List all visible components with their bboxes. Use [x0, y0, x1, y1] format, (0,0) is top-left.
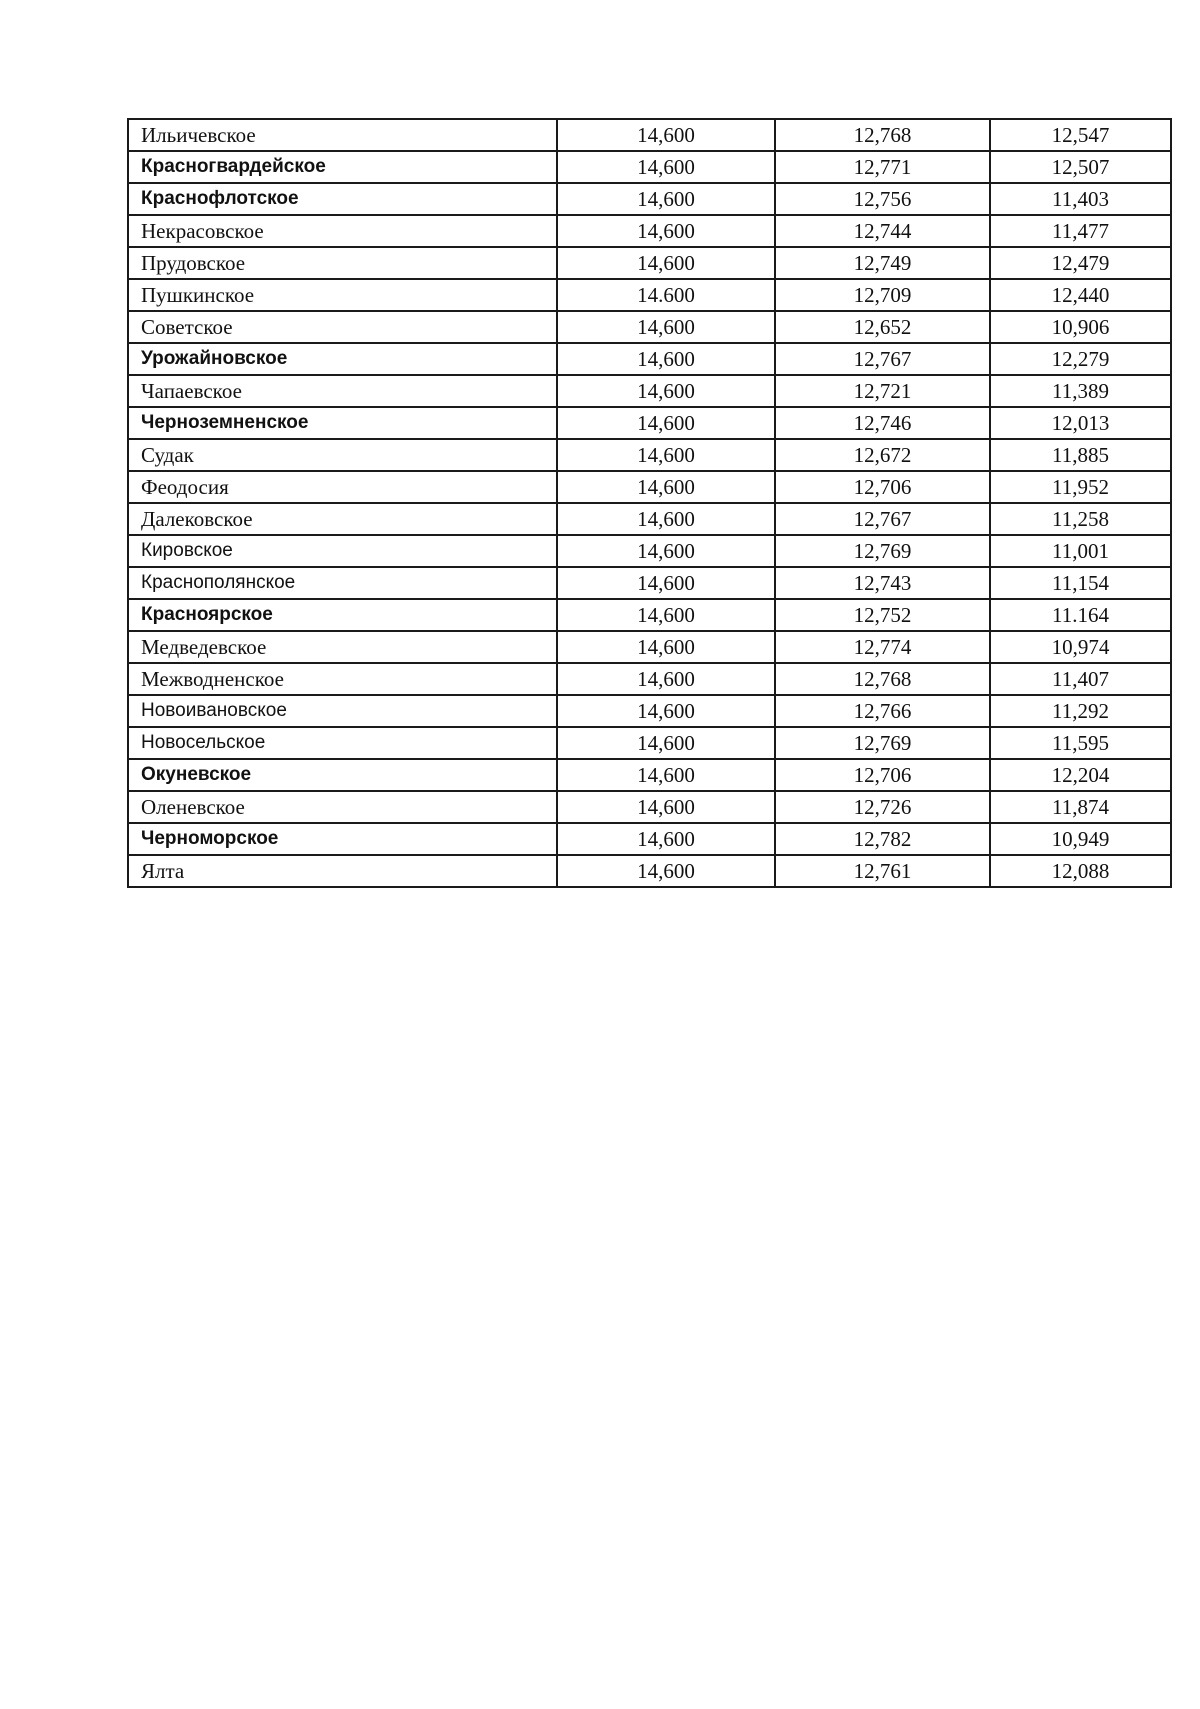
value-cell-2: 12,756 [775, 183, 990, 215]
settlement-name-cell: Прудовское [128, 247, 557, 279]
value-cell-2: 12,767 [775, 343, 990, 375]
value-cell-1: 14,600 [557, 183, 775, 215]
table-body [128, 119, 1171, 887]
value-cell-2: 12,761 [775, 855, 990, 887]
table-row [128, 535, 1171, 567]
table-row [128, 695, 1171, 727]
settlement-name-cell: Чапаевское [128, 375, 557, 407]
settlement-name-cell: Окуневское [128, 759, 557, 791]
value-cell-3: 12,479 [990, 247, 1171, 279]
value-cell-3: 11,154 [990, 567, 1171, 599]
table-row [128, 311, 1171, 343]
table-row [128, 759, 1171, 791]
value-cell-3: 12,507 [990, 151, 1171, 183]
settlement-name-cell: Некрасовское [128, 215, 557, 247]
value-cell-3: 11,477 [990, 215, 1171, 247]
settlement-name-cell: Черноземненское [128, 407, 557, 439]
settlement-name-cell: Межводненское [128, 663, 557, 695]
value-cell-1: 14,600 [557, 727, 775, 759]
value-cell-2: 12,743 [775, 567, 990, 599]
settlement-name-cell: Новосельское [128, 727, 557, 759]
table-row [128, 503, 1171, 535]
table-row [128, 279, 1171, 311]
table-row [128, 567, 1171, 599]
settlement-name-cell: Судак [128, 439, 557, 471]
value-cell-3: 11,001 [990, 535, 1171, 567]
value-cell-3: 10,949 [990, 823, 1171, 855]
table-row [128, 471, 1171, 503]
value-cell-2: 12,726 [775, 791, 990, 823]
table-row [128, 151, 1171, 183]
table-row [128, 823, 1171, 855]
settlement-name-cell: Ялта [128, 855, 557, 887]
table-row [128, 631, 1171, 663]
value-cell-2: 12,782 [775, 823, 990, 855]
value-cell-1: 14,600 [557, 311, 775, 343]
value-cell-3: 12,013 [990, 407, 1171, 439]
settlement-name-cell: Пушкинское [128, 279, 557, 311]
value-cell-3: 12,440 [990, 279, 1171, 311]
value-cell-2: 12,767 [775, 503, 990, 535]
table-row [128, 791, 1171, 823]
value-cell-2: 12,771 [775, 151, 990, 183]
value-cell-1: 14,600 [557, 439, 775, 471]
value-cell-2: 12,768 [775, 119, 990, 151]
settlement-name-cell: Краснополянское [128, 567, 557, 599]
table-row [128, 439, 1171, 471]
value-cell-3: 11,258 [990, 503, 1171, 535]
settlement-name-cell: Феодосия [128, 471, 557, 503]
value-cell-3: 12,547 [990, 119, 1171, 151]
settlement-name-cell: Кировское [128, 535, 557, 567]
value-cell-3: 12,204 [990, 759, 1171, 791]
table-row [128, 215, 1171, 247]
table-row [128, 599, 1171, 631]
value-cell-1: 14,600 [557, 247, 775, 279]
value-cell-3: 11.164 [990, 599, 1171, 631]
value-cell-1: 14,600 [557, 695, 775, 727]
value-cell-1: 14,600 [557, 791, 775, 823]
value-cell-3: 11,952 [990, 471, 1171, 503]
value-cell-1: 14,600 [557, 631, 775, 663]
value-cell-3: 12,279 [990, 343, 1171, 375]
value-cell-1: 14,600 [557, 375, 775, 407]
settlement-name-cell: Оленевское [128, 791, 557, 823]
value-cell-1: 14,600 [557, 471, 775, 503]
value-cell-3: 10,906 [990, 311, 1171, 343]
value-cell-2: 12,706 [775, 471, 990, 503]
settlement-name-cell: Советское [128, 311, 557, 343]
settlement-name-cell: Краснофлотское [128, 183, 557, 215]
table-row [128, 375, 1171, 407]
table-row [128, 727, 1171, 759]
settlement-name-cell: Черноморское [128, 823, 557, 855]
value-cell-2: 12,746 [775, 407, 990, 439]
value-cell-2: 12,768 [775, 663, 990, 695]
table-row [128, 183, 1171, 215]
value-cell-1: 14,600 [557, 823, 775, 855]
value-cell-1: 14,600 [557, 119, 775, 151]
value-cell-2: 12,749 [775, 247, 990, 279]
value-cell-1: 14,600 [557, 855, 775, 887]
settlement-name-cell: Новоивановское [128, 695, 557, 727]
value-cell-3: 11,292 [990, 695, 1171, 727]
value-cell-1: 14,600 [557, 567, 775, 599]
value-cell-2: 12,721 [775, 375, 990, 407]
value-cell-2: 12,774 [775, 631, 990, 663]
value-cell-2: 12,766 [775, 695, 990, 727]
value-cell-1: 14,600 [557, 535, 775, 567]
value-cell-2: 12,672 [775, 439, 990, 471]
value-cell-1: 14,600 [557, 759, 775, 791]
value-cell-1: 14.600 [557, 279, 775, 311]
value-cell-3: 11,885 [990, 439, 1171, 471]
value-cell-2: 12,769 [775, 727, 990, 759]
settlement-name-cell: Ильичевское [128, 119, 557, 151]
table-row [128, 247, 1171, 279]
settlement-name-cell: Красногвардейское [128, 151, 557, 183]
value-cell-1: 14,600 [557, 151, 775, 183]
value-cell-1: 14,600 [557, 343, 775, 375]
value-cell-2: 12,744 [775, 215, 990, 247]
value-cell-1: 14,600 [557, 407, 775, 439]
table-row [128, 119, 1171, 151]
settlement-name-cell: Медведевское [128, 631, 557, 663]
value-cell-2: 12,769 [775, 535, 990, 567]
value-cell-1: 14,600 [557, 503, 775, 535]
value-cell-3: 11,403 [990, 183, 1171, 215]
value-cell-1: 14,600 [557, 599, 775, 631]
table-row [128, 663, 1171, 695]
value-cell-3: 11,389 [990, 375, 1171, 407]
settlement-name-cell: Урожайновское [128, 343, 557, 375]
table-row [128, 407, 1171, 439]
settlement-name-cell: Далековское [128, 503, 557, 535]
value-cell-3: 11,874 [990, 791, 1171, 823]
value-cell-3: 10,974 [990, 631, 1171, 663]
value-cell-2: 12,706 [775, 759, 990, 791]
table-row [128, 343, 1171, 375]
data-table [127, 118, 1172, 888]
value-cell-2: 12,652 [775, 311, 990, 343]
value-cell-3: 11,407 [990, 663, 1171, 695]
value-cell-1: 14,600 [557, 663, 775, 695]
table-row [128, 855, 1171, 887]
value-cell-2: 12,752 [775, 599, 990, 631]
value-cell-2: 12,709 [775, 279, 990, 311]
value-cell-3: 12,088 [990, 855, 1171, 887]
value-cell-1: 14,600 [557, 215, 775, 247]
settlement-name-cell: Красноярское [128, 599, 557, 631]
value-cell-3: 11,595 [990, 727, 1171, 759]
